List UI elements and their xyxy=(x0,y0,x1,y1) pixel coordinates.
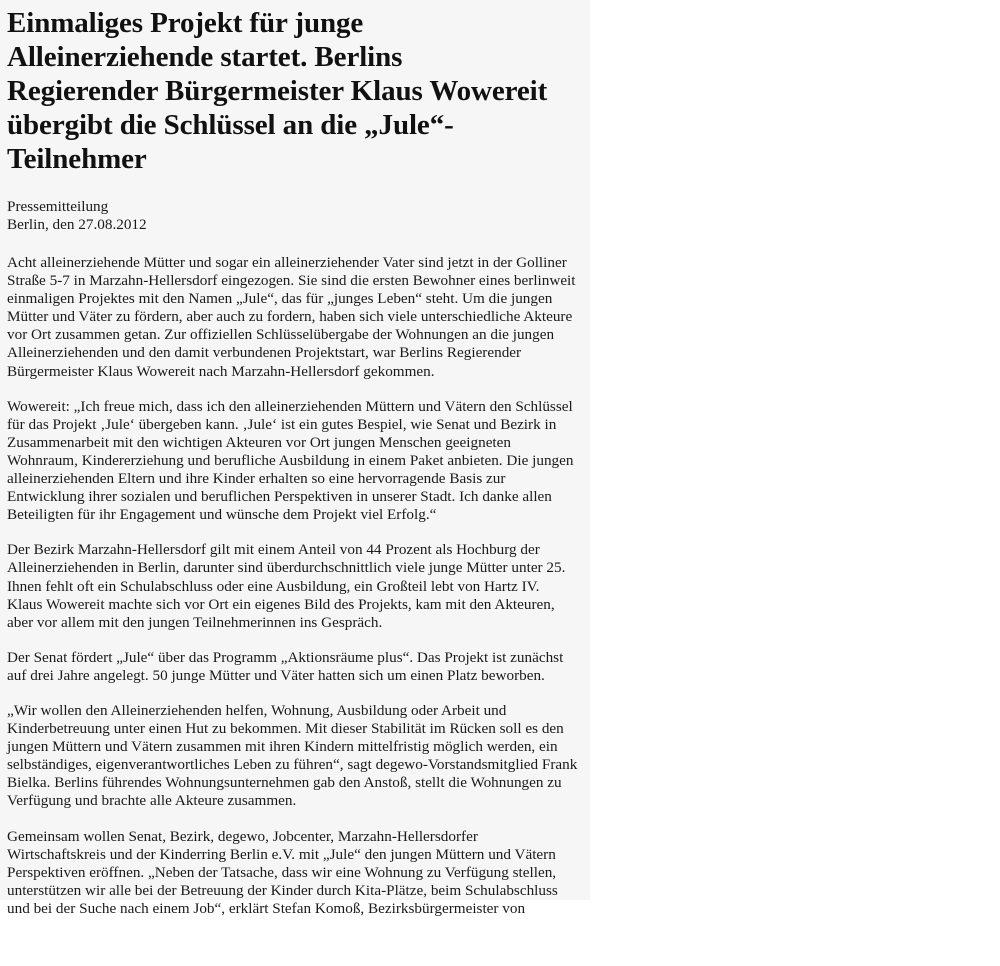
headline-line: übergibt die Schlüssel an die „Jule“- xyxy=(7,109,454,141)
text-line: „Wir wollen den Alleinerziehenden helfen, Wohnung, Ausbildung oder Arbeit und xyxy=(7,701,507,719)
text-line: Der Bezirk Marzahn-Hellersdorf gilt mit einem Anteil von 44 Prozent als Hochburg der xyxy=(7,541,540,559)
text-line: Verfügung und brachte alle Akteure zusammen. xyxy=(7,792,297,810)
headline xyxy=(7,6,585,176)
text-line: Bielka. Berlins führendes Wohnungsunternehmen gab den Anstoß, stellt die Wohnungen zu xyxy=(7,774,562,792)
text-line: Klaus Wowereit machte sich vor Ort ein eigenes Bild des Projekts, kam mit den Akteuren, xyxy=(7,595,555,613)
text-line: auf drei Jahre angelegt. 50 junge Mütter und Väter hatten sich um einen Platz beworben. xyxy=(7,666,545,684)
text-line: Acht alleinerziehende Mütter und sogar ein alleinerziehender Vater sind jetzt in der Golliner xyxy=(7,254,567,271)
headline-line: Regierender Bürgermeister Klaus Wowereit xyxy=(7,75,548,107)
headline-line: Alleinerziehende startet. Berlins xyxy=(7,41,403,73)
paragraph-intro xyxy=(7,254,585,381)
text-line: Zusammenarbeit mit den wichtigen Akteuren vor Ort jungen Menschen geeigneten xyxy=(7,433,511,451)
text-line: alleinerziehenden Eltern und ihre Kinder erhalten so eine hervorragende Basis zur xyxy=(7,470,506,488)
text-line: Perspektiven eröffnen. „Neben der Tatsache, dass wir eine Wohnung zu Verfügung stellen, xyxy=(7,863,557,881)
paragraph-bielka-quote xyxy=(7,702,585,811)
paragraph-partners xyxy=(7,828,585,918)
text-line: für das Projekt ‚Jule‘ übergeben kann. ‚Jule‘ ist ein gutes Bespiel, wie Senat und Bezirk in xyxy=(7,415,557,433)
text-line: Wohnraum, Kindererziehung und berufliche Ausbildung in einem Paket anbieten. Die jungen xyxy=(7,451,574,469)
text-line: selbständiges, eigenverantwortliches Leben zu führen“, sagt degewo-Vorstandsmitglied Frank xyxy=(7,756,578,774)
paragraph-district xyxy=(7,541,585,631)
text-line: Wowereit: „Ich freue mich, dass ich den alleinerziehenden Müttern und Vätern den Schlüssel xyxy=(7,397,573,415)
document-type: Pressemitteilung xyxy=(7,198,109,215)
text-line: Bürgermeister Klaus Wowereit nach Marzahn-Hellersdorf gekommen. xyxy=(7,362,435,380)
text-line: Wirtschaftskreis und der Kinderring Berlin e.V. mit „Jule“ den jungen Müttern und Vätern xyxy=(7,845,556,863)
dateline: Berlin, den 27.08.2012 xyxy=(7,216,147,233)
text-line: vor Ort zusammen getan. Zur offiziellen Schlüsselübergabe der Wohnungen an die jungen xyxy=(7,326,555,344)
text-line: Der Senat fördert „Jule“ über das Programm „Aktionsräume plus“. Das Projekt ist zunächst xyxy=(7,648,564,666)
paragraph-funding xyxy=(7,649,585,685)
text-line: Kinderbetreuung unter einen Hut zu bekommen. Mit dieser Stabilität im Rücken soll es den xyxy=(7,720,564,738)
text-line: Ihnen fehlt oft ein Schulabschluss oder eine Ausbildung, ein Großteil lebt von Hartz IV. xyxy=(7,577,540,595)
text-line: unterstützen wir alle bei der Betreuung der Kinder durch Kita-Plätze, beim Schulabschluss xyxy=(7,881,558,899)
text-line: Alleinerziehenden und den damit verbundenen Projektstart, war Berlins Regierender xyxy=(7,344,522,362)
text-line: jungen Müttern und Vätern zusammen mit ihren Kindern mittelfristig möglich werden, ein xyxy=(7,738,558,756)
text-line: einmaligen Projektes mit den Namen „Jule“, das für „junges Leben“ steht. Um die jungen xyxy=(7,290,553,308)
press-release xyxy=(7,6,585,935)
headline-line: Einmaliges Projekt für junge xyxy=(7,7,364,39)
text-line: Mütter und Väter zu fördern, aber auch zu fordern, haben sich viele unterschiedliche Akteure xyxy=(7,308,573,326)
text-line: Straße 5-7 in Marzahn-Hellersdorf eingezogen. Sie sind die ersten Bewohner eines berlinweit xyxy=(7,272,576,290)
text-line: und bei der Suche nach einem Job“, erklärt Stefan Komoß, Bezirksbürgermeister von xyxy=(7,899,526,917)
text-line: aber vor allem mit den jungen Teilnehmerinnen ins Gespräch. xyxy=(7,613,383,631)
meta-block xyxy=(7,198,585,234)
paragraph-wowereit-quote xyxy=(7,398,585,525)
headline-line: Teilnehmer xyxy=(7,143,147,175)
text-line: Beteiligten für ihr Engagement und wünsche dem Projekt viel Erfolg.“ xyxy=(7,506,437,524)
text-line: Alleinerziehenden in Berlin, darunter sind überdurchschnittlich viele junge Mütter unter 25. xyxy=(7,559,566,577)
text-line: Gemeinsam wollen Senat, Bezirk, degewo, Jobcenter, Marzahn-Hellersdorfer xyxy=(7,827,478,845)
text-line: Entwicklung ihrer sozialen und beruflichen Perspektiven in unserer Stadt. Ich danke allen xyxy=(7,488,552,506)
